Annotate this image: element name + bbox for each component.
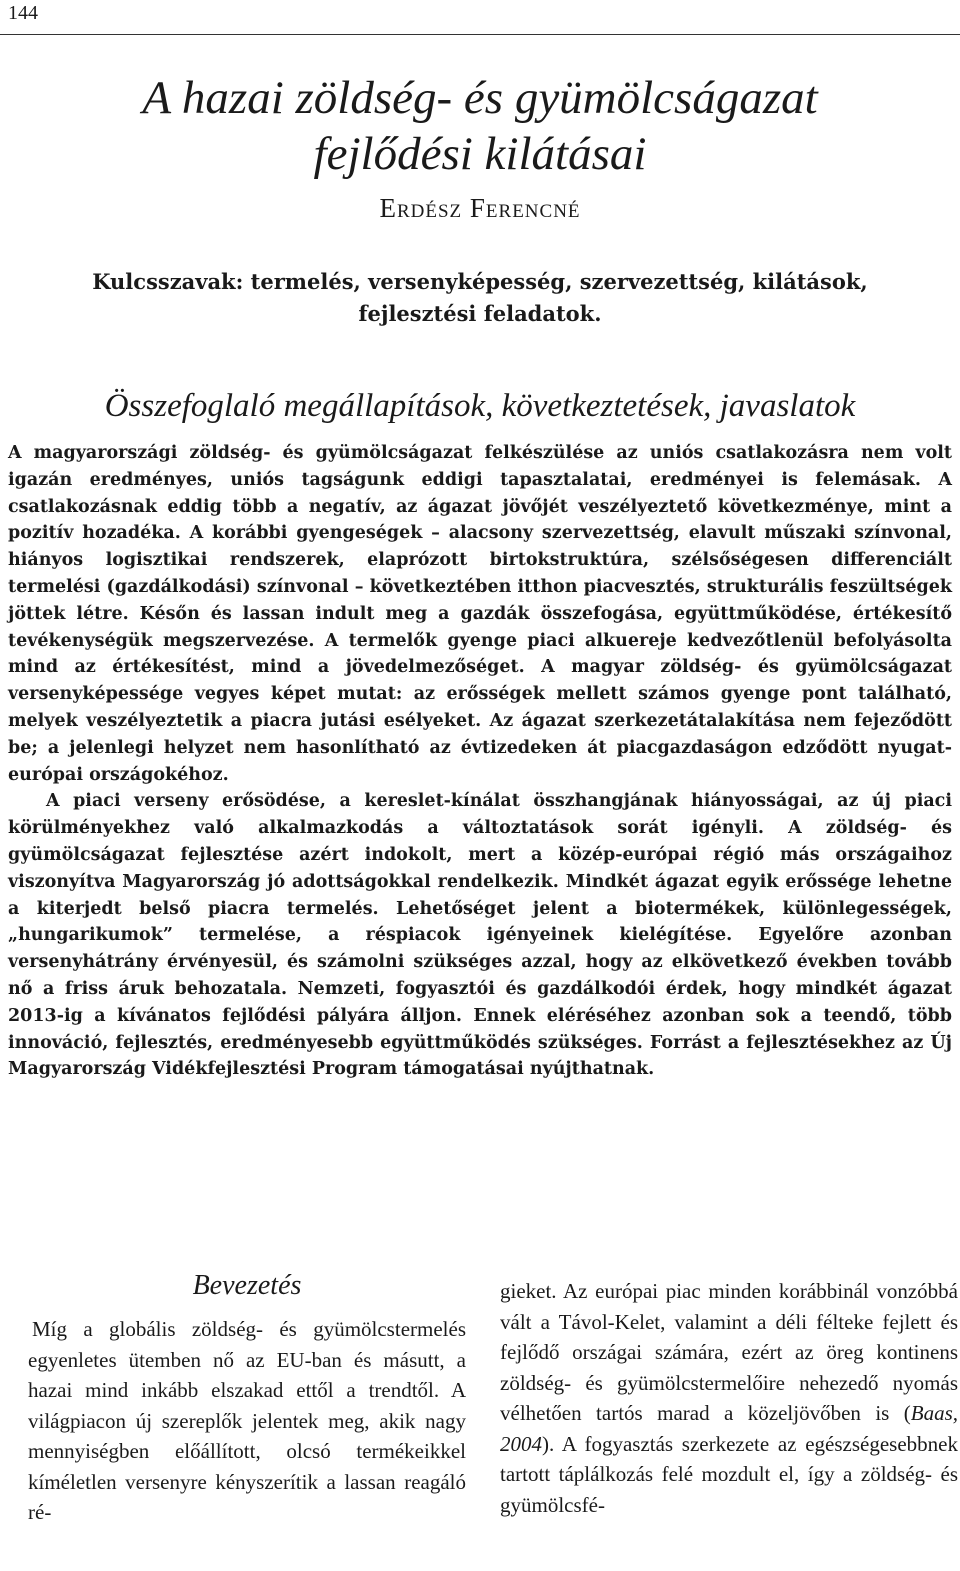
keywords — [40, 266, 920, 330]
intro-right-text — [500, 1276, 958, 1520]
article-title — [0, 70, 960, 182]
intro-left-text: Míg a globális zöldség- és gyümölcstermelés egyenletes ütemben nő az EU-ban és másutt, a hazai mind inkább elszakad ettől a trendtől. A világpiacon új szereplők jelentek meg, akik nagy mennyiségben előállított, olcsó termékeikkel kíméletlen versenyre kényszerítik a lassan reagáló ré- — [28, 1317, 466, 1524]
intro-right-text-b: ). A fogyasztás szerkezete az egészségesebbnek tartott táplálkozás felé mozdult el, így a zöldség- és gyümölcsfé- — [500, 1431, 958, 1517]
abstract-paragraph-1: A magyarországi zöldség- és gyümölcságazat felkészülése az uniós csatlakozásra nem volt igazán eredményes, uniós tagságunk eddigi tapasztalatai, eredményei is felemásak. A csatlakozásnak eddig több a negatív, az ágazat jövőjét veszélyeztető következménye, mint a pozitív hozadéka. A korábbi gyengeségek – alacsony szervezettség, elavult műszaki színvonal, hiányos logisztikai rendszerek, elaprózott birtokstruktúra, szélsőségesen differenciált termelési (gazdálkodási) színvonal – következtében itthon piacvesztés, strukturális feszültségek jöttek létre. Későn és lassan indult meg a gazdák összefogása, együttműködése, értékesítő tevékenységük megszervezése. A termelők gyenge piaci alkuereje kedvezőtlenül befolyásolta mind az értékesítést, mind a jövedelmezőséget. A magyar zöldség- és gyümölcságazat versenyképessége vegyes képet mutat: az erősségek mellett számos gyenge pont található, melyek veszélyeztetik a piacra jutási esélyeket. Az ágazat szerkezetátalakítása nem fejeződött be; a jelenlegi helyzet nem hasonlítható az évtizedeken át piacgazdaságon edződött nyugat-európai országokéhoz. — [8, 443, 952, 785]
abstract-paragraph-2: A piaci verseny erősödése, a kereslet-kínálat összhangjának hiányosságai, az új piaci körülményekhez való alkalmazkodás a változtatások sorát igényli. A zöldség- és gyümölcságazat fejlesztése azért indokolt, mert a közép-európai régió más országaihoz viszonyítva Magyarország jó adottságokkal rendelkezik. Mindkét ágazat egyik erőssége lehetne a kiterjedt belső piacra termelés. Lehetőséget jelent a biotermékek, különlegességek, „hungarikumok” termelése, a réspiacok igényeinek kielégítése. Egyelőre azonban versenyhátrány érvényesül, és számolni szükséges azzal, hogy az elkövetkező években tovább nő a friss áruk behozatala. Nemzeti, fogyasztói és gazdálkodói érdek, hogy mindkét ágazat 2013-ig a kívánatos fejlődési pályára álljon. Ennek eléréséhez azonban sok a teendő, több innováció, fejlesztés, eredményesebb együttműködés szükséges. Forrást a fejlesztésekhez az Új Magyarország Vidékfejlesztési Program támogatásai nyújthatnak. — [8, 791, 952, 1080]
author-rest-2: erencné — [485, 193, 581, 223]
summary-heading: Összefoglaló megállapítások, következtetések, javaslatok — [104, 388, 856, 424]
author-name — [0, 193, 960, 224]
header-rule — [0, 34, 960, 35]
author-initial-2: F — [469, 193, 486, 223]
right-column — [500, 1276, 958, 1571]
left-column — [28, 1268, 466, 1563]
intro-right-text-a: gieket. Az európai piac minden korábbinál vonzóbbá vált a Távol-Kelet, valamint a déli félteke fejlett és fejlődő országai számára, ezért az öreg kontinens zöldség- és gyümölcstermelőire nehezedő nyomás vélhetően tartós marad a közeljövőben is ( — [500, 1279, 958, 1425]
title-line-1: A hazai zöldség- és gyümölcságazat — [142, 72, 818, 124]
page-number: 144 — [8, 2, 38, 24]
keywords-line-2: fejlesztési feladatok. — [358, 301, 602, 326]
abstract — [8, 440, 952, 1083]
citation: Baas, 2004 — [500, 1401, 958, 1456]
title-line-2: fejlődési kilátásai — [313, 128, 647, 180]
intro-heading: Bevezetés — [192, 1270, 302, 1301]
keywords-line-1: Kulcsszavak: termelés, versenyképesség, szervezettség, kilátások, — [92, 269, 868, 294]
author-initial-1: E — [379, 193, 397, 223]
author-rest-1: rdész — [396, 193, 463, 223]
